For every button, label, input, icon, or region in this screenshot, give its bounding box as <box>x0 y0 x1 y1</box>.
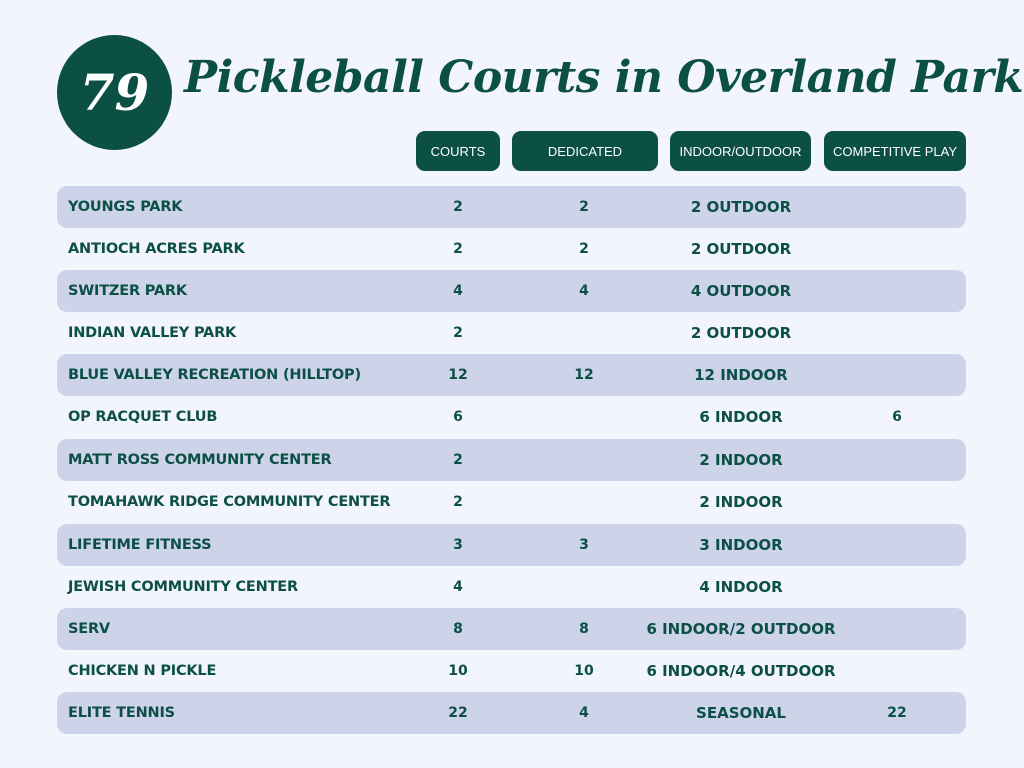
competitive-value <box>852 354 942 396</box>
table-row <box>57 481 966 523</box>
competitive-value <box>852 566 942 608</box>
dedicated-value: 12 <box>574 367 594 383</box>
venue-name: LIFETIME FITNESS <box>68 537 212 553</box>
table-row <box>57 270 966 312</box>
header-competitive-play: COMPETITIVE PLAY <box>824 131 966 171</box>
courts-value: 22 <box>448 705 468 721</box>
venue-name: ANTIOCH ACRES PARK <box>68 241 245 257</box>
competitive-value: 22 <box>887 705 907 721</box>
competitive-value <box>852 439 942 481</box>
dedicated-value: 4 <box>579 283 589 299</box>
indoor-outdoor-value: 2 INDOOR <box>699 493 783 511</box>
indoor-outdoor-value: 6 INDOOR/4 OUTDOOR <box>646 662 836 680</box>
indoor-outdoor-value: 4 INDOOR <box>699 578 783 596</box>
dedicated-value <box>539 312 629 354</box>
indoor-outdoor-value: 6 INDOOR/2 OUTDOOR <box>646 620 836 638</box>
venue-name: MATT ROSS COMMUNITY CENTER <box>68 452 332 468</box>
indoor-outdoor-value: SEASONAL <box>696 704 786 722</box>
venue-name: INDIAN VALLEY PARK <box>68 325 237 341</box>
dedicated-value: 10 <box>574 663 594 679</box>
competitive-value: 6 <box>892 409 902 425</box>
dedicated-value: 2 <box>579 199 589 215</box>
courts-value: 3 <box>453 537 463 553</box>
competitive-value <box>852 650 942 692</box>
dedicated-value: 3 <box>579 537 589 553</box>
courts-value: 4 <box>453 283 463 299</box>
venue-name: OP RACQUET CLUB <box>68 409 218 425</box>
header-indoor-outdoor: INDOOR/OUTDOOR <box>670 131 811 171</box>
dedicated-value <box>539 566 629 608</box>
venue-name: CHICKEN N PICKLE <box>68 663 217 679</box>
table-row <box>57 692 966 734</box>
indoor-outdoor-value: 4 OUTDOOR <box>690 282 792 300</box>
competitive-value <box>852 228 942 270</box>
courts-value: 4 <box>453 579 463 595</box>
dedicated-value <box>539 481 629 523</box>
table-row <box>57 354 966 396</box>
indoor-outdoor-value: 3 INDOOR <box>699 536 783 554</box>
indoor-outdoor-value: 2 OUTDOOR <box>690 240 792 258</box>
indoor-outdoor-value: 12 INDOOR <box>694 366 788 384</box>
indoor-outdoor-value: 2 OUTDOOR <box>690 324 792 342</box>
table-row <box>57 312 966 354</box>
courts-value: 6 <box>453 409 463 425</box>
dedicated-value: 4 <box>579 705 589 721</box>
venue-name: BLUE VALLEY RECREATION (HILLTOP) <box>68 367 361 383</box>
venue-name: SWITZER PARK <box>68 283 187 299</box>
header-dedicated: DEDICATED <box>512 131 658 171</box>
courts-value: 10 <box>448 663 468 679</box>
table-row <box>57 439 966 481</box>
header-courts: COURTS <box>416 131 500 171</box>
courts-value: 2 <box>453 241 463 257</box>
courts-value: 2 <box>453 452 463 468</box>
dedicated-value <box>539 439 629 481</box>
table-row <box>57 524 966 566</box>
venue-name: YOUNGS PARK <box>68 199 183 215</box>
table-row <box>57 396 966 438</box>
courts-value: 2 <box>453 325 463 341</box>
venue-name: ELITE TENNIS <box>68 705 175 721</box>
competitive-value <box>852 270 942 312</box>
competitive-value <box>852 312 942 354</box>
venue-name: TOMAHAWK RIDGE COMMUNITY CENTER <box>68 494 391 510</box>
competitive-value <box>852 608 942 650</box>
competitive-value <box>852 481 942 523</box>
count-badge-number: 79 <box>79 63 150 122</box>
competitive-value <box>852 186 942 228</box>
indoor-outdoor-value: 6 INDOOR <box>699 408 783 426</box>
courts-value: 2 <box>453 494 463 510</box>
indoor-outdoor-value: 2 INDOOR <box>699 451 783 469</box>
indoor-outdoor-value: 2 OUTDOOR <box>690 198 792 216</box>
dedicated-value <box>539 396 629 438</box>
page-title: Pickleball Courts in Overland Park <box>184 52 1024 103</box>
table-row <box>57 566 966 608</box>
competitive-value <box>852 524 942 566</box>
table-row <box>57 228 966 270</box>
courts-value: 8 <box>453 621 463 637</box>
table-row <box>57 608 966 650</box>
courts-value: 12 <box>448 367 468 383</box>
venue-name: SERV <box>68 621 110 637</box>
courts-value: 2 <box>453 199 463 215</box>
table-row <box>57 186 966 228</box>
count-badge <box>57 35 172 150</box>
dedicated-value: 8 <box>579 621 589 637</box>
table-row <box>57 650 966 692</box>
dedicated-value: 2 <box>579 241 589 257</box>
venue-name: JEWISH COMMUNITY CENTER <box>68 579 298 595</box>
